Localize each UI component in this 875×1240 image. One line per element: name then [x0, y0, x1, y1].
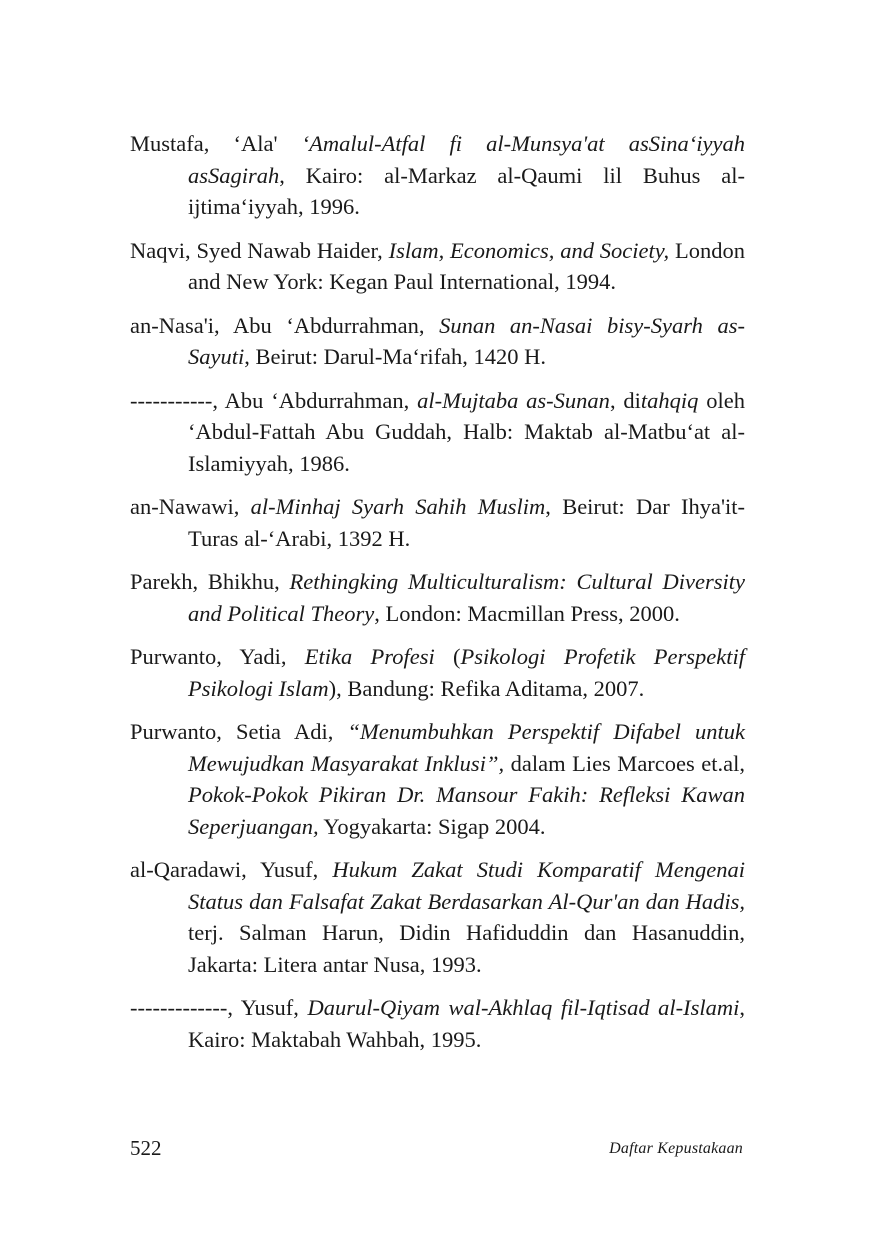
- entry-title-text: ‘Amalul-Atfal fi al-Munsya'at asSina‘iyyah asSagirah: [188, 131, 746, 188]
- running-title: Daftar Kepustakaan: [609, 1140, 743, 1157]
- entry-title-text: al-Minhaj Syarh Sahih Muslim: [250, 494, 546, 519]
- entry-title-text: Hukum Zakat Studi Komparatif Mengenai Status dan Falsafat Zakat Berdasarkan Al-Qur'an dan Hadis,: [188, 857, 745, 914]
- entry-text: , London: Macmillan Press, 2000.: [374, 600, 680, 626]
- bibliography-entry: [130, 128, 745, 223]
- bibliography-entry: [130, 566, 745, 629]
- entry-text: , Kairo: al-Markaz al-Qaumi lil Buhus al-ijtima‘iyyah, 1996.: [188, 162, 745, 219]
- bibliography-entry: [130, 854, 745, 980]
- entry-text: oleh ‘Abdul-Fattah Abu Guddah, Halb: Maktab al-Matbu‘at al-Islamiyyah, 1986.: [188, 387, 745, 476]
- entry-text: Parekh, Bhikhu,: [130, 569, 290, 594]
- entry-title-text: al-Mujtaba as-Sunan: [417, 387, 610, 413]
- entry-text: ), Bandung: Refika Aditama, 2007.: [328, 675, 645, 701]
- bibliography-entry: [130, 235, 745, 298]
- entry-text: Yogyakarta: Sigap 2004.: [318, 813, 546, 839]
- entry-title-text: Islam, Economics, and Society,: [388, 237, 670, 263]
- entry-text: , di: [609, 387, 641, 413]
- bibliography-entry: [130, 716, 745, 842]
- entry-title-text: tahqiq: [640, 387, 699, 413]
- entry-text: Mustafa, ‘Ala': [130, 131, 302, 156]
- entry-text: dalam Lies Marcoes et.al,: [504, 750, 745, 776]
- entry-text: an-Nawawi,: [130, 494, 251, 519]
- entry-text: terj. Salman Harun, Didin Hafiduddin dan Hasanuddin, Jakarta: Litera antar Nusa, 1993.: [188, 920, 745, 977]
- entry-text: Purwanto, Setia Adi,: [130, 719, 348, 744]
- bibliography-entry: [130, 385, 745, 480]
- entry-text: al-Qaradawi, Yusuf,: [130, 857, 333, 882]
- page-number: 522: [130, 1136, 162, 1160]
- entry-text: London and New York: Kegan Paul International, 1994.: [188, 237, 745, 294]
- entry-text: Naqvi, Syed Nawab Haider,: [130, 237, 389, 263]
- entry-text: Purwanto, Yadi,: [130, 644, 305, 669]
- bibliography-entry: [130, 992, 745, 1055]
- bibliography-entry: [130, 641, 745, 704]
- bibliography-entry: [130, 310, 745, 373]
- entry-title-text: Daurul-Qiyam wal-Akhlaq fil-Iqtisad al-Islami: [307, 995, 740, 1020]
- entry-text: , Kairo: Maktabah Wahbah, 1995.: [188, 995, 745, 1052]
- entry-text: -----------, Abu ‘Abdurrahman,: [130, 387, 418, 413]
- entry-title-text: Etika Profesi: [304, 644, 435, 669]
- bibliography-entry: [130, 491, 745, 554]
- entry-title-text: “Menumbuhkan Perspektif Difabel untuk Mewujudkan Masyarakat Inklusi”,: [188, 719, 745, 776]
- entry-title-text: Psikologi Profetik Perspektif Psikologi Islam: [188, 644, 745, 701]
- entry-text: (: [434, 644, 461, 669]
- entry-text: -------------, Yusuf,: [130, 995, 308, 1020]
- entry-title-text: Sunan an-Nasai bisy-Syarh as-Sayuti: [188, 312, 745, 369]
- entry-text: , Beirut: Dar Ihya'it-Turas al-‘Arabi, 1392 H.: [188, 494, 745, 551]
- entry-text: , Beirut: Darul-Ma‘rifah, 1420 H.: [244, 344, 547, 369]
- bibliography-list: [130, 128, 745, 1067]
- page-footer: [130, 1136, 743, 1166]
- entry-text: an-Nasa'i, Abu ‘Abdurrahman,: [130, 312, 440, 338]
- entry-title-text: Pokok-Pokok Pikiran Dr. Mansour Fakih: Refleksi Kawan Seperjuangan,: [188, 782, 745, 839]
- entry-title-text: Rethingking Multiculturalism: Cultural Diversity and Political Theory: [188, 569, 745, 626]
